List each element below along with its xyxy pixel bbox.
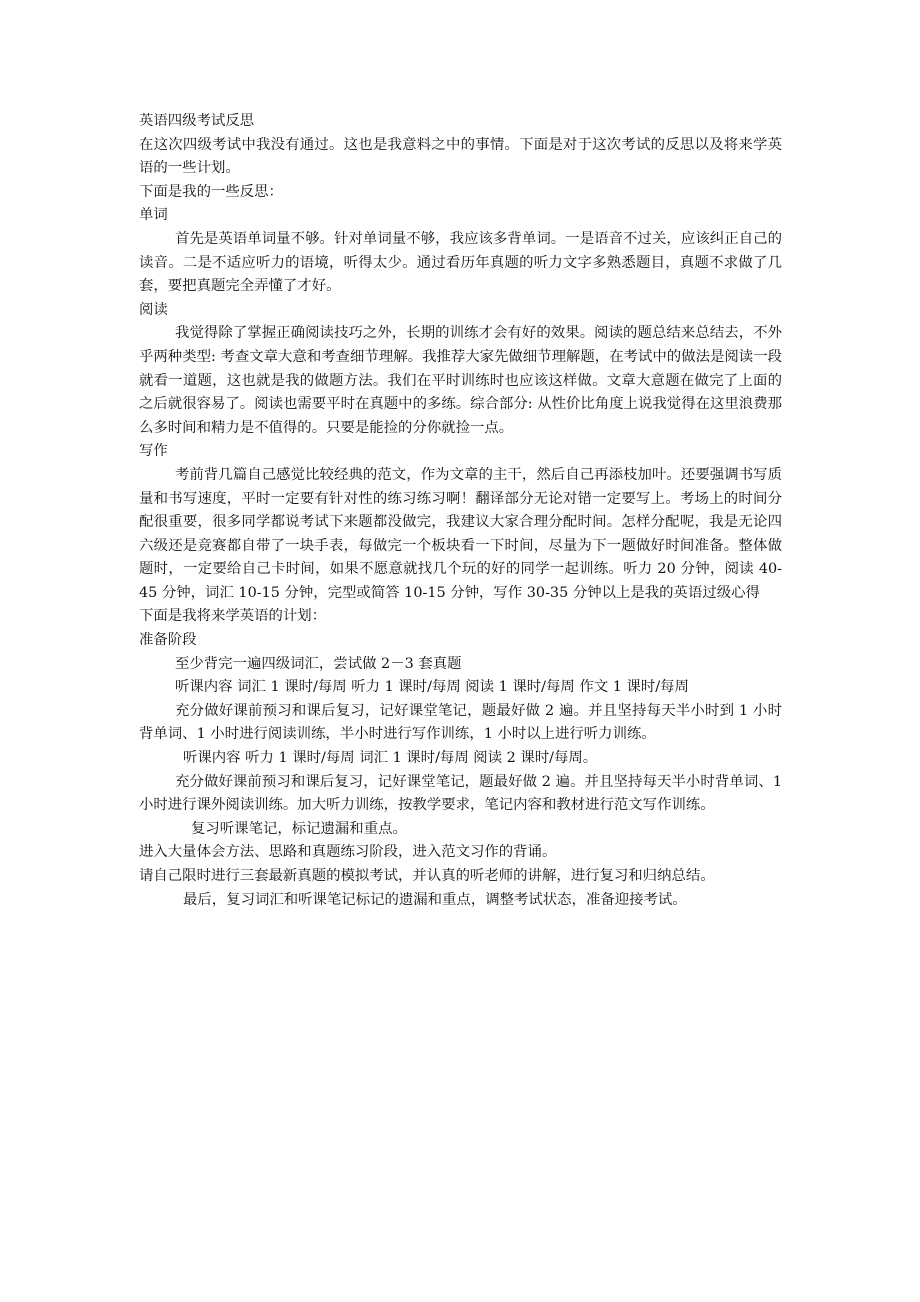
- reflection-lead: 下面是我的一些反思：: [139, 183, 283, 200]
- document-page: [139, 110, 782, 912]
- reading-heading: 阅读: [139, 301, 168, 318]
- preparation-item: 充分做好课前预习和课后复习，记好课堂笔记，题最好做 2 遍。并且坚持每天半小时背单词、1 小时进行课外阅读训练。加大听力训练，按教学要求，笔记内容和教材进行范文写作训练。: [139, 773, 782, 814]
- preparation-item: 听课内容 词汇 1 课时/每周 听力 1 课时/每周 阅读 1 课时/每周 作文 1 课时/每周: [175, 679, 689, 696]
- preparation-item: 充分做好课前预习和课后复习，记好课堂笔记，题最好做 2 遍。并且坚持每天半小时到 1 小时背单词、1 小时进行阅读训练，半小时进行写作训练，1 小时以上进行听力训练。: [139, 702, 782, 743]
- reading-paragraph: 我觉得除了掌握正确阅读技巧之外，长期的训练才会有好的效果。阅读的题总结来总结去，不外乎两种类型: 考查文章大意和考查细节理解。我推荐大家先做细节理解题，在考试中的做法是阅读一段就看一道题，这也就是我的做题方法。我们在平时训练时也应该这样做。文章大意题在做完了上面的之后就很容易了。阅读也需要平时在真题中的多练。综合部分: 从性价比角度上说我觉得在这里浪费那么多时间和精力是不值得的。只要是能捡的分你就捡一点。: [139, 325, 782, 436]
- preparation-heading: 准备阶段: [139, 632, 197, 649]
- intro-paragraph: 在这次四级考试中我没有通过。这也是我意料之中的事情。下面是对于这次考试的反思以及将来学英语的一些计划。: [139, 136, 782, 177]
- preparation-item: 复习听课笔记，标记遗漏和重点。: [191, 820, 407, 837]
- preparation-item: 至少背完一遍四级词汇，尝试做 2－3 套真题: [175, 655, 462, 672]
- vocabulary-paragraph: 首先是英语单词量不够。针对单词量不够，我应该多背单词。一是语音不过关，应该纠正自己的读音。二是不适应听力的语境，听得太少。通过看历年真题的听力文字多熟悉题目，真题不求做了几套，要把真题完全弄懂了才好。: [139, 230, 782, 295]
- document-title: 英语四级考试反思: [139, 113, 255, 129]
- stage-line: 进入大量体会方法、思路和真题练习阶段，进入范文习作的背诵。: [139, 844, 557, 861]
- writing-heading: 写作: [139, 443, 168, 460]
- vocabulary-heading: 单词: [139, 207, 168, 224]
- stage-line: 请自己限时进行三套最新真题的模拟考试，并认真的听老师的讲解，进行复习和归纳总结。: [139, 868, 715, 884]
- stage-line: 最后，复习词汇和听课笔记标记的遗漏和重点，调整考试状态，准备迎接考试。: [183, 891, 687, 908]
- preparation-item: 听课内容 听力 1 课时/每周 词汇 1 课时/每周 阅读 2 课时/每周。: [183, 750, 598, 767]
- plan-lead: 下面是我将来学英语的计划：: [139, 608, 327, 625]
- writing-paragraph: 考前背几篇自己感觉比较经典的范文，作为文章的主干，然后自己再添枝加叶。还要强调书写质量和书写速度，平时一定要有针对性的练习练习啊！翻译部分无论对错一定要写上。考场上的时间分配很重要，很多同学都说考试下来题都没做完，我建议大家合理分配时间。怎样分配呢，我是无论四六级还是竞赛都自带了一块手表，每做完一个板块看一下时间，尽量为下一题做好时间准备。整体做题时，一定要给自己卡时间，如果不愿意就找几个玩的好的同学一起训练。听力 20 分钟，阅读 40-45 分钟，词汇 10-15 分钟，完型或简答 10-15 分钟，写作 30-35 分钟以上是我的英语过级心得: [139, 466, 782, 601]
